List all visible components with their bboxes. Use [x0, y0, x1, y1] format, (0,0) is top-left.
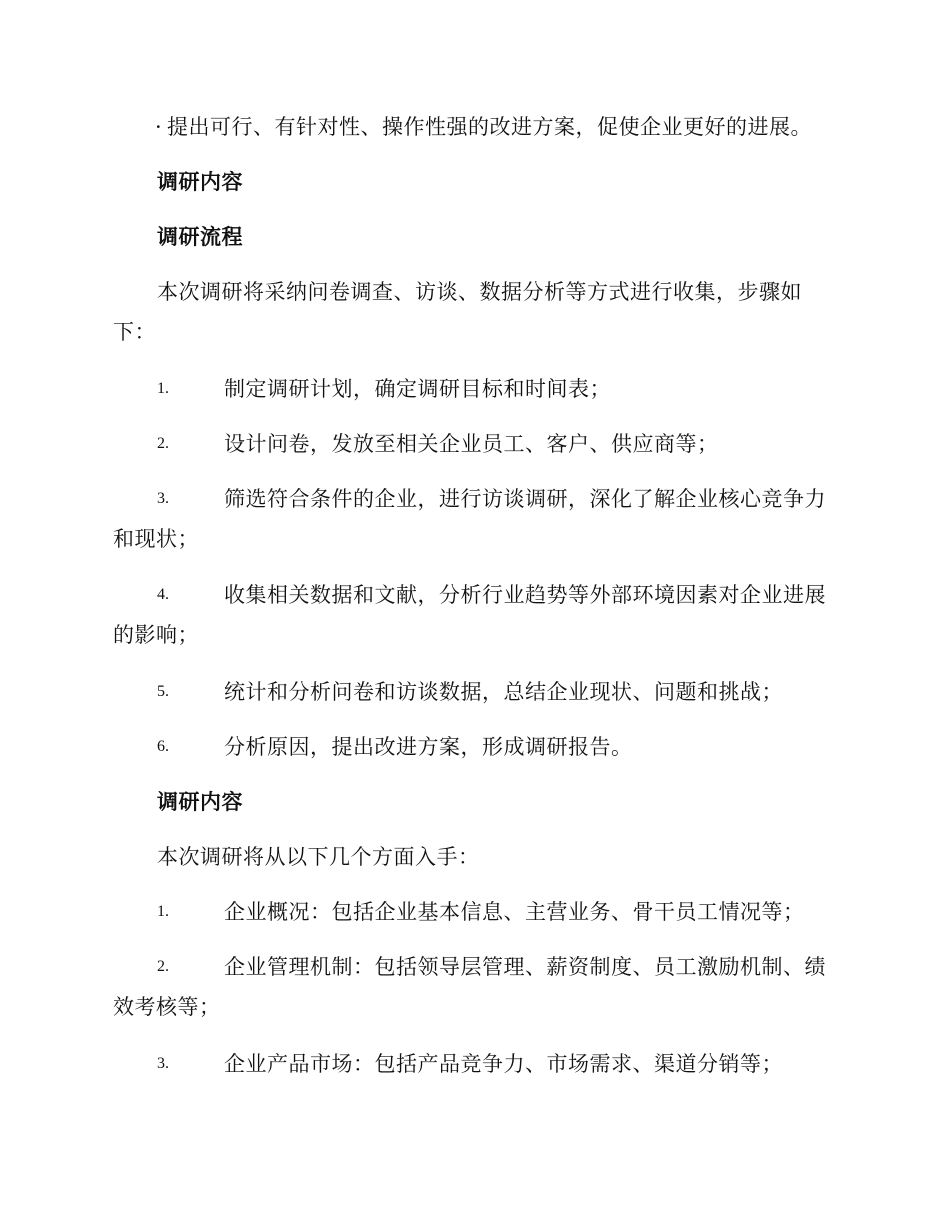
list-item-text: 统计和分析问卷和访谈数据，总结企业现状、问题和挑战；	[224, 680, 783, 704]
content-intro-text: 本次调研将从以下几个方面入手：	[157, 845, 480, 869]
list-item-text: 企业概况：包括企业基本信息、主营业务、骨干员工情况等；	[224, 900, 805, 924]
list-item-number: 5.	[157, 683, 169, 700]
section-heading-content: 调研内容	[157, 169, 243, 194]
process-intro-line-2: 下：	[113, 320, 156, 344]
list-item-text: 设计问卷，发放至相关企业员工、客户、供应商等；	[224, 432, 719, 456]
list-item-number: 2.	[157, 435, 169, 452]
list-item-text: 企业产品市场：包括产品竞争力、市场需求、渠道分销等；	[224, 1052, 783, 1076]
list-item-number: 6.	[157, 738, 169, 755]
list-item-number: 1.	[157, 380, 169, 397]
list-item-text-continued: 效考核等；	[113, 995, 221, 1019]
list-item-number: 4.	[157, 586, 169, 603]
list-item-number: 3.	[157, 490, 169, 507]
list-item-text: 筛选符合条件的企业，进行访谈调研，深化了解企业核心竞争力	[224, 487, 826, 511]
list-item-text-continued: 和现状；	[113, 527, 199, 551]
process-intro-line-1: 本次调研将采纳问卷调查、访谈、数据分析等方式进行收集，步骤如	[157, 280, 802, 304]
list-item-number: 1.	[157, 903, 169, 920]
list-item-text: 企业管理机制：包括领导层管理、薪资制度、员工激励机制、绩	[224, 955, 826, 979]
list-item-number: 2.	[157, 958, 169, 975]
list-item-number: 3.	[157, 1055, 169, 1072]
section-heading-process: 调研流程	[157, 224, 243, 249]
intro-bullet-text: 提出可行、有针对性、操作性强的改进方案，促使企业更好的进展。	[167, 115, 812, 139]
list-item-text: 分析原因，提出改进方案，形成调研报告。	[224, 735, 633, 759]
bullet-marker: ·	[155, 115, 163, 139]
section-heading-content-2: 调研内容	[157, 789, 243, 814]
list-item-text: 收集相关数据和文献，分析行业趋势等外部环境因素对企业进展	[224, 583, 826, 607]
list-item-text: 制定调研计划，确定调研目标和时间表；	[224, 377, 611, 401]
list-item-text-continued: 的影响；	[113, 623, 199, 647]
